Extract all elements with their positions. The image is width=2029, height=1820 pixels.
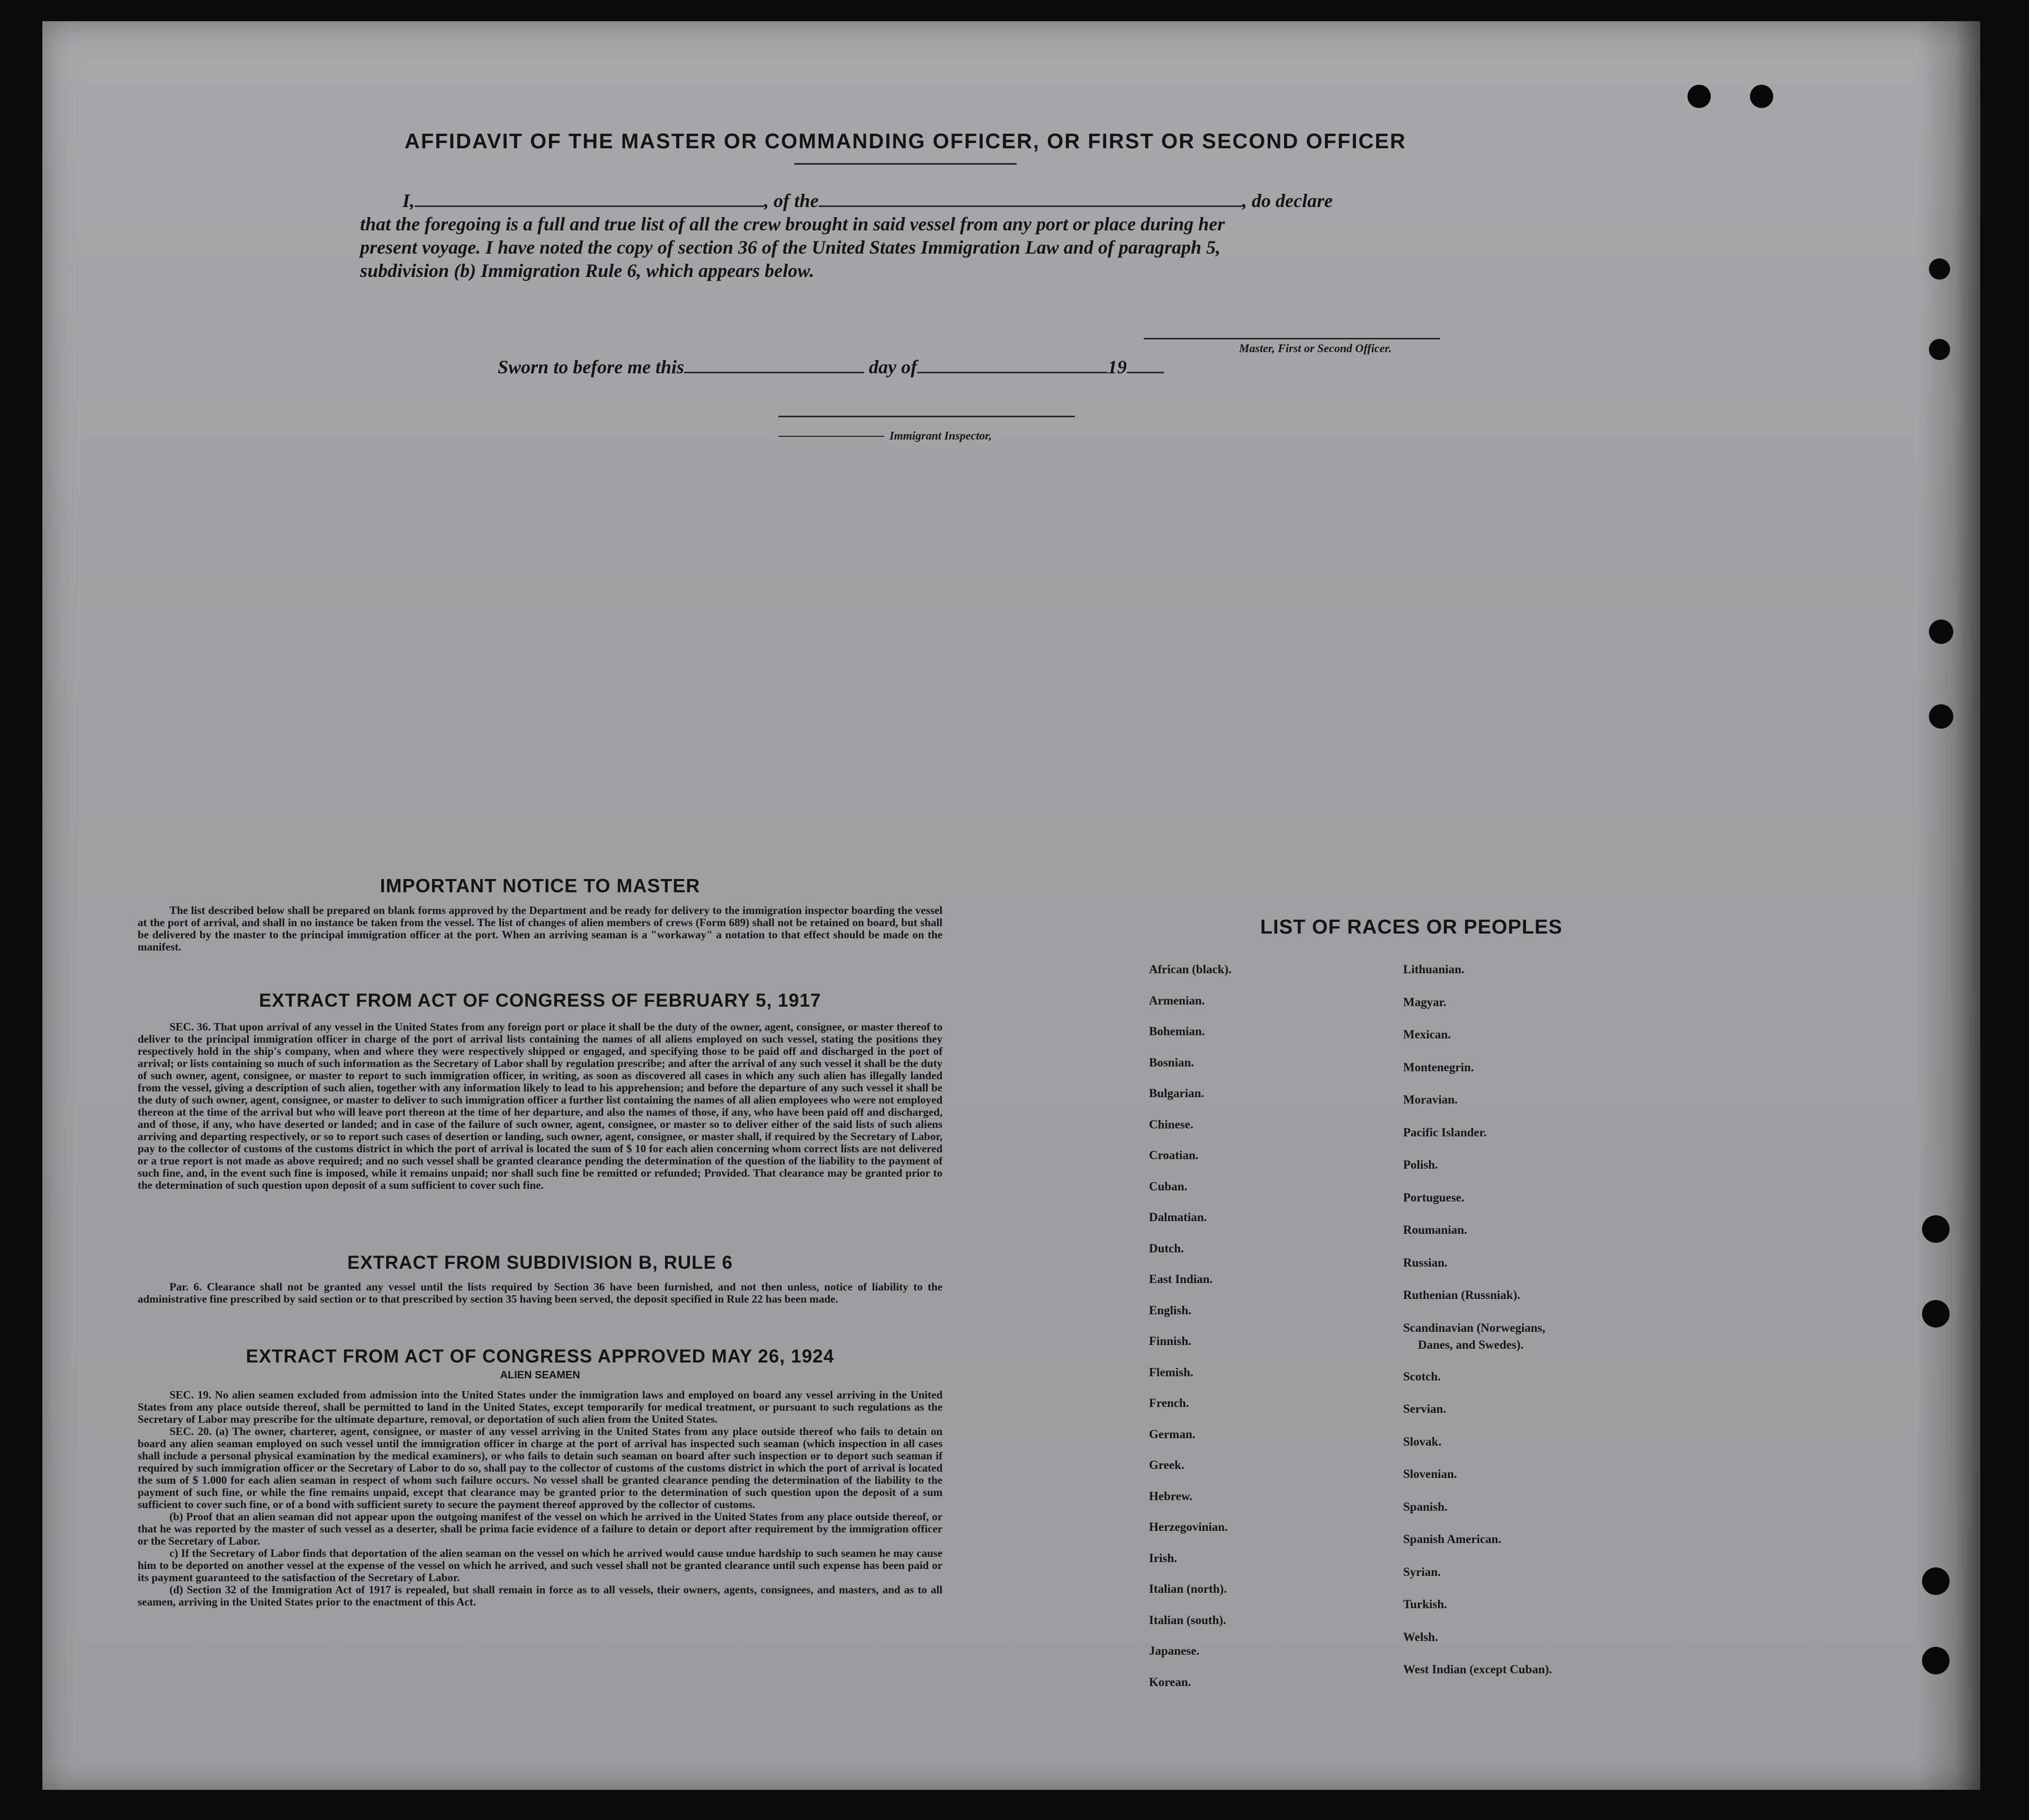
- sec20c-text: c) If the Secretary of Labor finds that deportation of the alien seaman on the vessel on which he arrived would cause undue hardship to such seamen he may cause him to be deported on another vessel at the expense of the vessel on which he arrived, and such vessel shall not be granted clearance until such expense has been paid or its payment guaranteed to the satisfaction of the Secretary of Labor.: [138, 1547, 942, 1584]
- signature-label: Master, First or Second Officer.: [1239, 342, 1392, 355]
- inspector-label: Immigrant Inspector,: [890, 429, 992, 442]
- race-list-item: Welsh.: [1403, 1630, 1438, 1644]
- race-list-item: Pacific Islander.: [1403, 1125, 1487, 1139]
- affidavit-line-4: subdivision (b) Immigration Rule 6, which appears below.: [360, 260, 814, 281]
- race-list-item: Polish.: [1403, 1158, 1438, 1171]
- race-list-item: Bohemian.: [1149, 1025, 1205, 1038]
- race-list-item: Scandinavian (Norwegians,: [1403, 1321, 1546, 1334]
- vessel-blank[interactable]: [819, 190, 1242, 207]
- race-list-item: Irish.: [1149, 1551, 1178, 1565]
- race-list-item: Bosnian.: [1149, 1055, 1195, 1069]
- race-list-item: Spanish.: [1403, 1500, 1448, 1513]
- notice-title: IMPORTANT NOTICE TO MASTER: [380, 875, 701, 896]
- race-list-item: Italian (south).: [1149, 1613, 1226, 1627]
- race-list-item: Mexican.: [1403, 1028, 1451, 1041]
- race-list-item: Scotch.: [1403, 1369, 1441, 1383]
- race-list-item: Chinese.: [1149, 1117, 1193, 1131]
- race-list-item: Dalmatian.: [1149, 1211, 1207, 1224]
- race-list-item: Hebrew.: [1149, 1489, 1192, 1503]
- extract-1917-section: [138, 990, 942, 1191]
- race-list-item: Moravian.: [1403, 1093, 1458, 1106]
- race-list-item: Roumanian.: [1403, 1223, 1467, 1236]
- affidavit-line-1: [402, 190, 1514, 212]
- notice-section: [138, 875, 942, 953]
- title-underline: [794, 163, 1017, 165]
- binder-hole-icon: [1922, 1300, 1950, 1328]
- race-list-item: Servian.: [1403, 1402, 1447, 1415]
- sec20b-text: (b) Proof that an alien seaman did not appear upon the outgoing manifest of the vessel on which he arrived in the United States from any place outside thereof, or that he was reported by the master of such vessel as a deserter, shall be prima facie evidence of a failure to detain or deport after requirement by the immigration officer or the Secretary of Labor.: [138, 1510, 942, 1547]
- notice-text: The list described below shall be prepared on blank forms approved by the Department and be ready for delivery to the immigration inspector boarding the vessel at the port of arrival, and shall in no instance be taken from the vessel. The list of changes of alien members of crews (Form 689) shall not be retained on board, but shall be delivered by the master to the principal immigration officer at the port. When an arriving seaman is a "workaway" a notation to that effect should be made on the manifest.: [138, 904, 942, 953]
- race-list-item: Russian.: [1403, 1256, 1448, 1269]
- race-list-item: Korean.: [1149, 1675, 1191, 1689]
- binder-hole-icon: [1687, 85, 1711, 108]
- rule6-title: EXTRACT FROM SUBDIVISION B, RULE 6: [347, 1252, 733, 1273]
- binder-hole-icon: [1922, 1567, 1950, 1595]
- sec20a-text: SEC. 20. (a) The owner, charterer, agent, consignee, or master of any vessel arriving in the United States from any place outside thereof who fails to detain on board any alien seaman employed on such vessel until the immigration officer in charge at the port of arrival has inspected such seaman (which inspection in all cases shall include a personal physical examination by the medical examiners), or who fails to detain such seaman on board after such inspection or to deport such seaman if required by such immigration officer or the Secretary of Labor to do so, shall pay to the collector of customs of the customs district in which the port of arrival is located the sum of $ 1.000 for each alien seaman in respect of whom such failure occurs. No vessel shall be granted clearance pending the determination of the liability to the payment of such fine, or while the fine remains unpaid, except that clearance may be granted prior to the determination of such question upon the deposit of a sum sufficient to cover such fine, or of a bond with sufficient surety to secure the payment thereof approved by the collector of customs.: [138, 1425, 942, 1511]
- binder-hole-icon: [1922, 1647, 1950, 1674]
- binder-hole-icon: [1929, 704, 1953, 729]
- extract-1924-subtitle: ALIEN SEAMEN: [500, 1369, 580, 1381]
- sec20d-text: (d) Section 32 of the Immigration Act of 1917 is repealed, but shall remain in force as to all vessels, their owners, agents, consignees, and masters, and as to all seamen, arriving in the United States prior to the enactment of this Act.: [138, 1583, 942, 1608]
- race-list-item: French.: [1149, 1396, 1189, 1410]
- race-list-item: Italian (north).: [1149, 1582, 1227, 1595]
- race-list-item: Croatian.: [1149, 1149, 1199, 1162]
- race-list-item: German.: [1149, 1427, 1196, 1441]
- year-prefix: 19: [1108, 356, 1127, 378]
- race-list-item: Syrian.: [1403, 1565, 1441, 1579]
- extract-1917-text: SEC. 36. That upon arrival of any vessel in the United States from any foreign port or place it shall be the duty of the owner, agent, consignee, or master thereof to deliver to the principal immigration officer in charge of the port of arrival lists containing the names of all aliens employed on such vessel, stating the positions they respectively hold in the ship's company, when and where they were respectively shipped or engaged, and specifying those to be paid off and discharged in the port of arrival; or lists containing so much of such information as the Secretary of Labor shall by regulation prescribe; and after the arrival of any such vessel it shall be the duty of such owner, agent, consignee, or master to report to such immigration officer, in writing, as soon as discovered all cases in which any such alien has illegally landed from the vessel, giving a description of such alien, together with any information likely to lead to his apprehension; and before the departure of any such vessel it shall be the duty of such owner, agent, consignee, or master to deliver to such immigration officer a further list containing the names of all alien employees who were not employed thereon at the time of the arrival but who will leave port thereon at the time of her departure, and also the names of those, if any, who have been paid off and discharged, and of those, if any, who have deserted or landed; and in case of the failure of such owner, agent, consignee, or master so to deliver either of the said lists of such aliens arriving and departing respectively, or so to report such cases of desertion or landing, such owner, agent, consignee, or master shall, if required by the Secretary of Labor, pay to the collector of customs of the customs district in which the port of arrival is located the sum of $ 10 for each alien concerning whom correct lists are not delivered or a true report is not made as above required; and no such vessel shall be granted clearance pending the determination of the question of the liability to the payment of such fine, and, in the event such fine is imposed, while it remains unpaid; nor shall such fine be remitted or refunded; Provided. That clearance may be granted prior to the determination of such question upon deposit of a sum sufficient to cover such fine.: [138, 1020, 942, 1191]
- sworn-month-blank[interactable]: [917, 356, 1108, 373]
- sec19-text: SEC. 19. No alien seamen excluded from admission into the United States under the immigration laws and employed on board any vessel arriving in the United States from any place outside thereof, shall be permitted to land in the United States, except temporarily for medical treatment, or pursuant to such regulations as the Secretary of Labor may prescribe for the ultimate departure, removal, or deportation of such alien from the United States.: [138, 1388, 942, 1425]
- affidavit-i: I,: [402, 190, 415, 211]
- day-of-text: day of: [869, 356, 918, 378]
- binder-hole-icon: [1922, 1215, 1950, 1243]
- race-list-item: Armenian.: [1149, 993, 1205, 1007]
- race-list-item: Slovenian.: [1403, 1467, 1457, 1481]
- race-list-item: Montenegrin.: [1403, 1060, 1474, 1074]
- race-list-item: Ruthenian (Russniak).: [1403, 1288, 1521, 1302]
- race-list-item: Portuguese.: [1403, 1190, 1465, 1204]
- affidavit-line-3: present voyage. I have noted the copy of section 36 of the United States Immigration Law and of paragraph 5,: [360, 237, 1220, 258]
- race-list-item: English.: [1149, 1303, 1191, 1317]
- race-list-item: Turkish.: [1403, 1598, 1447, 1611]
- sworn-year-blank[interactable]: [1127, 356, 1164, 373]
- sworn-text: Sworn to before me this: [498, 356, 685, 378]
- affidavit-of-the: , of the: [764, 190, 819, 211]
- race-list-item: Bulgarian.: [1149, 1087, 1205, 1100]
- binder-hole-icon: [1750, 85, 1773, 108]
- race-list-item: Spanish American.: [1403, 1532, 1502, 1546]
- document-page: [42, 21, 1980, 1790]
- rule6-section: [138, 1252, 942, 1305]
- race-list-item: African (black).: [1149, 963, 1232, 976]
- affidavit-declare: , do declare: [1242, 190, 1333, 211]
- extract-1917-title: EXTRACT FROM ACT OF CONGRESS OF FEBRUARY 5, 1917: [259, 990, 821, 1011]
- race-list-item: Japanese.: [1149, 1644, 1200, 1657]
- inspector-sub-line: [778, 436, 884, 437]
- race-list-item: Dutch.: [1149, 1241, 1184, 1255]
- name-blank[interactable]: [415, 190, 764, 207]
- race-list-item: Lithuanian.: [1403, 963, 1465, 976]
- race-list-item: Slovak.: [1403, 1435, 1442, 1448]
- race-list-item: East Indian.: [1149, 1272, 1213, 1286]
- race-list-item: Danes, and Swedes).: [1418, 1338, 1524, 1351]
- race-list-item: Flemish.: [1149, 1365, 1193, 1379]
- sworn-day-blank[interactable]: [684, 356, 864, 373]
- sworn-line: [498, 356, 1164, 378]
- binder-hole-icon: [1929, 258, 1950, 280]
- extract-1924-section: [138, 1346, 942, 1608]
- race-list-item: Finnish.: [1149, 1334, 1191, 1348]
- race-list-item: Magyar.: [1403, 995, 1447, 1009]
- race-list-item: Cuban.: [1149, 1179, 1188, 1193]
- affidavit-title: AFFIDAVIT OF THE MASTER OR COMMANDING OFFICER, OR FIRST OR SECOND OFFICER: [405, 130, 1406, 153]
- page-shadow-edge: [1917, 21, 1980, 1790]
- inspector-signature-line[interactable]: [778, 416, 1075, 417]
- binder-hole-icon: [1929, 339, 1950, 360]
- affidavit-line-2: that the foregoing is a full and true list of all the crew brought in said vessel from any port or place during her: [360, 213, 1225, 235]
- binder-hole-icon: [1929, 620, 1953, 644]
- race-list-item: West Indian (except Cuban).: [1403, 1663, 1552, 1676]
- race-list-item: Herzegovinian.: [1149, 1520, 1228, 1534]
- race-list-item: Greek.: [1149, 1458, 1184, 1472]
- rule6-text: Par. 6. Clearance shall not be granted any vessel until the lists required by Section 36 have been furnished, and not then unless, notice of liability to the administrative fine prescribed by said section or to that prescribed by section 35 having been served, the deposit specified in Rule 22 has been made.: [138, 1280, 942, 1305]
- extract-1924-title: EXTRACT FROM ACT OF CONGRESS APPROVED MAY 26, 1924: [246, 1346, 834, 1367]
- races-title: LIST OF RACES OR PEOPLES: [1260, 916, 1563, 938]
- signature-line[interactable]: [1144, 338, 1440, 339]
